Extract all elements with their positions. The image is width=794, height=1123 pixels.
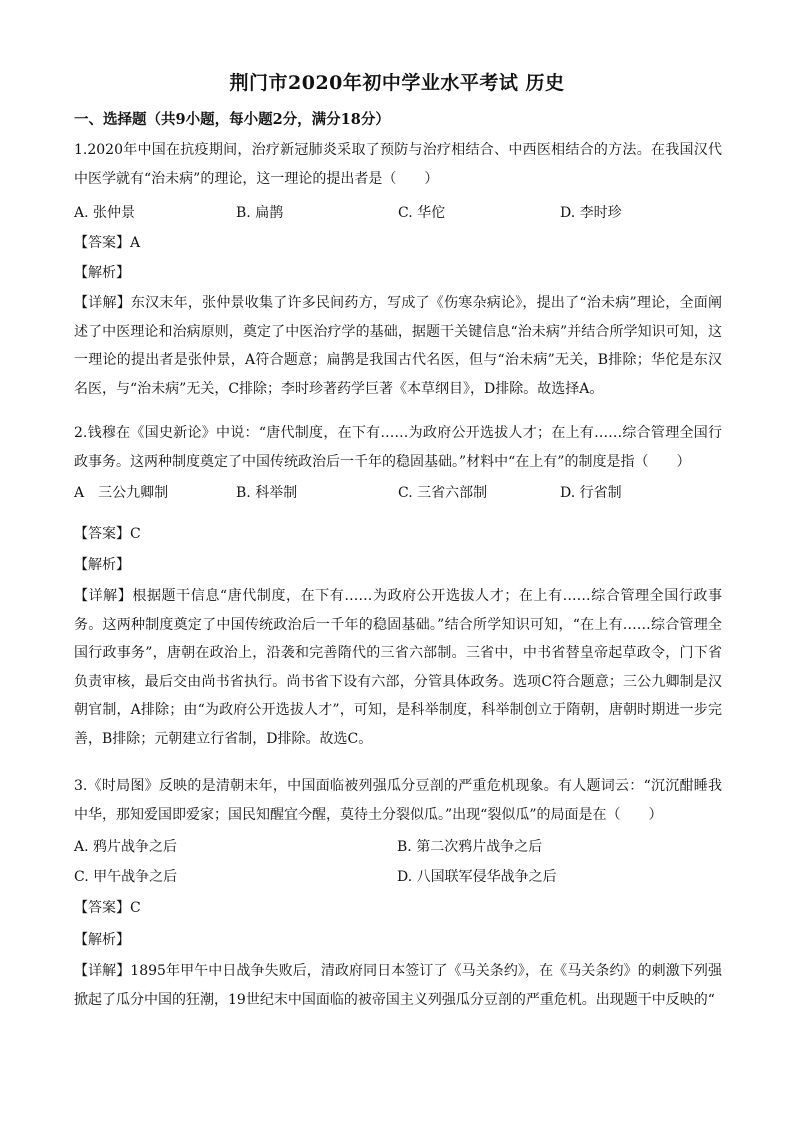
- q3-answer: 【答案】C: [74, 900, 141, 916]
- page-title: 荆门市2020年初中学业水平考试 历史: [229, 72, 565, 94]
- q2-option-a: A 三公九卿制: [74, 485, 169, 501]
- q1-option-d: D. 李时珍: [560, 205, 622, 221]
- q1-option-c: C. 华佗: [398, 205, 446, 221]
- q3-option-b: B. 第二次鸦片战争之后: [397, 839, 543, 855]
- q2-option-b: B. 科举制: [236, 485, 298, 501]
- q1-detail: 【详解】东汉末年，张仲景收集了许多民间药方，写成了《伤寒杂病论》，提出了“治未病”理论，全面阐述了中医理论和治病原则，奠定了中医治疗学的基础，据题干关键信息“治未病”并结合所学知识可知，这一理论的提出者是张仲景，A符合题意；扁鹊是我国古代名医，但与“治未病”无关，B排除；华佗是东汉名医，与“治未病”无关，C排除；李时珍著药学巨著《本草纲目》，D排除。故选择A。: [74, 295, 722, 397]
- q2-answer: 【答案】C: [74, 526, 141, 542]
- q1-analysis-label: 【解析】: [74, 265, 130, 281]
- q3-detail: 【详解】1895年甲午中日战争失败后，清政府同日本签订了《马关条约》，在《马关条约》的刺激下列强掀起了瓜分中国的狂潮，19世纪末中国面临的被帝国主义列强瓜分豆剖的严重危机。出现题干中反映的“: [74, 963, 722, 1008]
- q3-option-c: C. 甲午战争之后: [74, 869, 178, 885]
- q1-option-a: A. 张仲景: [74, 205, 136, 221]
- q1-option-b: B. 扁鹊: [236, 205, 284, 221]
- q2-option-d: D. 行省制: [560, 485, 622, 501]
- q2-analysis-label: 【解析】: [74, 557, 130, 573]
- question-3-stem: 3.《时局图》反映的是清朝末年，中国面临被列强瓜分豆剖的严重危机现象。有人题词云：“沉沉酣睡我中华，那知爱国即爱家；国民知醒宜今醒，莫待土分裂似瓜。”出现“裂似瓜”的局面是在（ ）: [74, 778, 722, 823]
- section-heading: 一、选择题（共9小题，每小题2分，满分18分）: [74, 111, 390, 128]
- q3-option-a: A. 鸦片战争之后: [74, 839, 178, 855]
- q3-analysis-label: 【解析】: [74, 932, 130, 948]
- q3-option-d: D. 八国联军侵华战争之后: [397, 869, 557, 885]
- question-2-stem: 2.钱穆在《国史新论》中说：“唐代制度，在下有……为政府公开选拔人才；在上有……综合管理全国行政事务。这两种制度奠定了中国传统政治后一千年的稳固基础。”材料中“在上有”的制度是指（ ）: [74, 425, 722, 470]
- q1-answer: 【答案】A: [74, 235, 141, 251]
- question-1-stem: 1.2020年中国在抗疫期间，治疗新冠肺炎采取了预防与治疗相结合、中西医相结合的方法。在我国汉代中医学就有“治未病”的理论，这一理论的提出者是（ ）: [74, 142, 722, 187]
- q2-detail: 【详解】根据题干信息“唐代制度，在下有……为政府公开选拔人才；在上有……综合管理全国行政事务。这两种制度奠定了中国传统政治后一千年的稳固基础。”结合所学知识可知，“在上有……综合管理全国行政事务”，唐朝在政治上，沿袭和完善隋代的三省六部制。三省中，中书省替皇帝起草政令，门下省负责审核，最后交由尚书省执行。尚书省下设有六部，分管具体政务。选项C符合题意；三公九卿制是汉朝官制，A排除；由“为政府公开选拔人才”，可知，是科举制度，科举制创立于隋朝，唐朝时期进一步完善，B排除；元朝建立行省制，D排除。故选C。: [74, 588, 722, 747]
- q2-option-c: C. 三省六部制: [398, 485, 488, 501]
